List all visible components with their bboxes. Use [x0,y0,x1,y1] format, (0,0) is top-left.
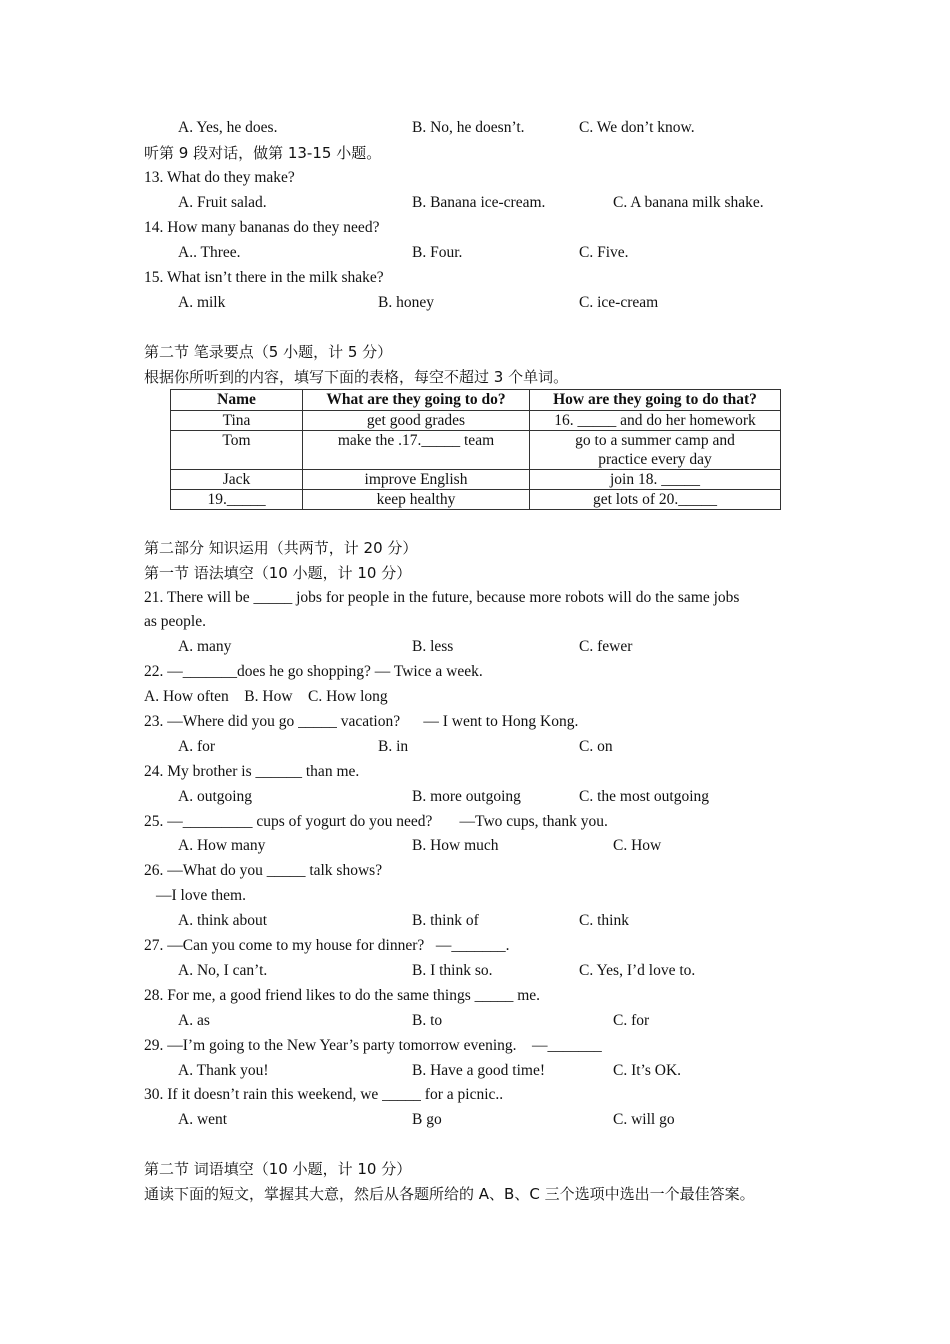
notes-section-title: 第二节 笔录要点（5 小题，计 5 分） [144,343,393,361]
q15-option-a: A. milk [178,294,226,311]
q21-option-c: C. fewer [579,638,633,655]
question-25: 25. —_________ cups of yogurt do you need? —Two cups, thank you. [144,813,608,830]
table-row [171,470,781,490]
q22-options: A. How often B. How C. How long [144,688,388,705]
cell-how-line1: go to a summer camp and [575,432,735,449]
cell-name: 19._____ [171,490,303,510]
cell-how: get lots of 20._____ [530,490,781,510]
q29-option-a: A. Thank you! [178,1062,269,1079]
part2-title: 第二部分 知识运用（共两节，计 20 分） [144,539,418,557]
cell-name: Jack [171,470,303,490]
question-24: 24. My brother is ______ than me. [144,763,360,780]
question-21-line1: 21. There will be _____ jobs for people in the future, because more robots will do the same jobs [144,589,740,606]
cell-how: join 18. _____ [530,470,781,490]
q30-option-c: C. will go [613,1111,675,1128]
q13-option-a: A. Fruit salad. [178,194,267,211]
q29-option-b: B. Have a good time! [412,1062,546,1079]
q14-option-c: C. Five. [579,244,629,261]
vocab-section-instruction: 通读下面的短文，掌握其大意，然后从各题所给的 A、B、C 三个选项中选出一个最佳答案。 [144,1185,755,1203]
question-21-line2: as people. [144,613,206,630]
cell-name: Tom [171,431,303,470]
q27-option-a: A. No, I can’t. [178,962,268,979]
header-name: Name [171,390,303,411]
q27-option-c: C. Yes, I’d love to. [579,962,696,979]
cell-what: improve English [303,470,530,490]
q28-option-c: C. for [613,1012,650,1029]
cell-how [530,431,781,470]
notes-section-instruction: 根据你所听到的内容，填写下面的表格，每空不超过 3 个单词。 [144,368,569,386]
question-26: 26. —What do you _____ talk shows? [144,862,383,879]
table-row [171,431,781,470]
q25-option-b: B. How much [412,837,499,854]
option-c: C. We don’t know. [579,119,695,136]
option-b: B. No, he doesn’t. [412,119,525,136]
option-a: A. Yes, he does. [178,119,278,136]
q23-option-a: A. for [178,738,216,755]
question-13: 13. What do they make? [144,169,295,186]
q26-option-a: A. think about [178,912,268,929]
table-row [171,411,781,431]
q14-option-a: A.. Three. [178,244,241,261]
notes-table [170,389,781,510]
q30-option-a: A. went [178,1111,228,1128]
grammar-section-title: 第一节 语法填空（10 小题，计 10 分） [144,564,412,582]
q26-reply: —I love them. [156,887,246,904]
q23-option-c: C. on [579,738,613,755]
cell-what: get good grades [303,411,530,431]
q26-option-c: C. think [579,912,629,929]
question-15: 15. What isn’t there in the milk shake? [144,269,384,286]
q15-option-b: B. honey [378,294,434,311]
question-30: 30. If it doesn’t rain this weekend, we _____ for a picnic.. [144,1086,504,1103]
q21-option-b: B. less [412,638,454,655]
q13-option-c: C. A banana milk shake. [613,194,764,211]
q13-option-b: B. Banana ice-cream. [412,194,546,211]
q24-option-c: C. the most outgoing [579,788,710,805]
q23-option-b: B. in [378,738,409,755]
q24-option-b: B. more outgoing [412,788,521,805]
cell-how: 16. _____ and do her homework [530,411,781,431]
question-28: 28. For me, a good friend likes to do the same things _____ me. [144,987,541,1004]
q15-option-c: C. ice-cream [579,294,659,311]
cell-what: keep healthy [303,490,530,510]
q21-option-a: A. many [178,638,232,655]
q27-option-b: B. I think so. [412,962,493,979]
q26-option-b: B. think of [412,912,479,929]
q25-option-c: C. How [613,837,662,854]
question-23: 23. —Where did you go _____ vacation? — I went to Hong Kong. [144,713,579,730]
question-27: 27. —Can you come to my house for dinner? —_______. [144,937,510,954]
cell-name: Tina [171,411,303,431]
q28-option-b: B. to [412,1012,443,1029]
q28-option-a: A. as [178,1012,210,1029]
q29-option-c: C. It’s OK. [613,1062,682,1079]
q24-option-a: A. outgoing [178,788,253,805]
header-how: How are they going to do that? [530,390,781,411]
question-22: 22. —_______does he go shopping? — Twice a week. [144,663,483,680]
table-row [171,490,781,510]
table-header-row [171,390,781,411]
section9-instruction: 听第 9 段对话，做第 13-15 小题。 [144,144,382,162]
question-29: 29. —I’m going to the New Year’s party tomorrow evening. —_______ [144,1037,602,1054]
cell-how-line2: practice every day [598,451,712,468]
q25-option-a: A. How many [178,837,266,854]
cell-what: make the .17._____ team [303,431,530,470]
q30-option-b: B go [412,1111,442,1128]
header-what: What are they going to do? [303,390,530,411]
q14-option-b: B. Four. [412,244,463,261]
vocab-section-title: 第二节 词语填空（10 小题，计 10 分） [144,1160,412,1178]
question-14: 14. How many bananas do they need? [144,219,380,236]
